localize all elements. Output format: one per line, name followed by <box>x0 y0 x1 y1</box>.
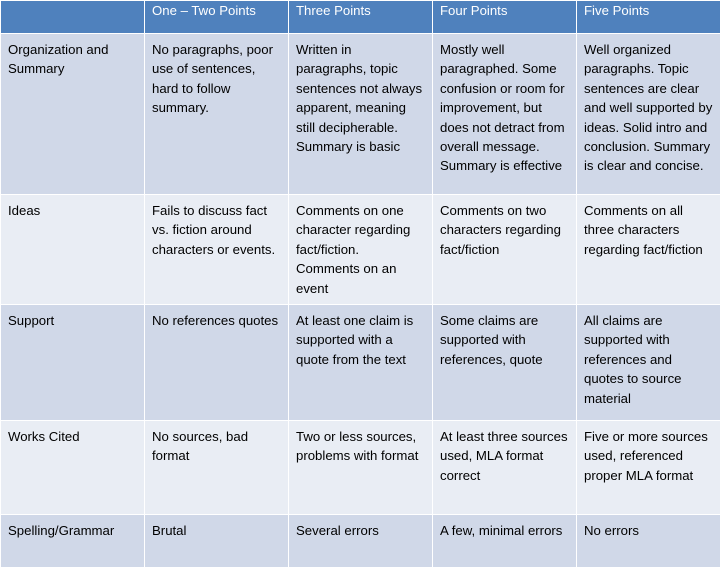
table-row <box>1 34 720 195</box>
rubric-cell: Comments on all three characters regarding fact/fiction <box>577 195 720 305</box>
rubric-cell: No errors <box>577 515 720 568</box>
criterion-cell: Works Cited <box>1 421 145 515</box>
rubric-cell: A few, minimal errors <box>433 515 577 568</box>
rubric-cell: Written in paragraphs, topic sentences not always apparent, meaning still decipherable. Summary is basic <box>289 34 433 195</box>
criterion-cell: Organization and Summary <box>1 34 145 195</box>
header-cell-one-two-points: One – Two Points <box>145 1 289 34</box>
rubric-cell: Comments on one character regarding fact/fiction. Comments on an event <box>289 195 433 305</box>
criterion-cell: Support <box>1 305 145 421</box>
rubric-cell: No sources, bad format <box>145 421 289 515</box>
rubric-cell: At least one claim is supported with a quote from the text <box>289 305 433 421</box>
header-cell-five-points: Five Points <box>577 1 720 34</box>
rubric-cell: Comments on two characters regarding fact/fiction <box>433 195 577 305</box>
rubric-cell: Some claims are supported with references, quote <box>433 305 577 421</box>
rubric-cell: Fails to discuss fact vs. fiction around characters or events. <box>145 195 289 305</box>
table-row <box>1 421 720 515</box>
rubric-cell: No references quotes <box>145 305 289 421</box>
header-cell-four-points: Four Points <box>433 1 577 34</box>
rubric-cell: Mostly well paragraphed. Some confusion or room for improvement, but does not detract from overall message. Summary is effective <box>433 34 577 195</box>
header-cell-criterion <box>1 1 145 34</box>
header-cell-three-points: Three Points <box>289 1 433 34</box>
rubric-cell: At least three sources used, MLA format correct <box>433 421 577 515</box>
criterion-cell: Spelling/Grammar <box>1 515 145 568</box>
rubric-cell: Well organized paragraphs. Topic sentences are clear and well supported by ideas. Solid intro and conclusion. Summary is clear and concise. <box>577 34 720 195</box>
table-row <box>1 515 720 568</box>
rubric-cell: No paragraphs, poor use of sentences, hard to follow summary. <box>145 34 289 195</box>
rubric-cell: Five or more sources used, referenced proper MLA format <box>577 421 720 515</box>
rubric-cell: All claims are supported with references and quotes to source material <box>577 305 720 421</box>
table-row <box>1 195 720 305</box>
rubric-cell: Several errors <box>289 515 433 568</box>
rubric-cell: Two or less sources, problems with format <box>289 421 433 515</box>
header-row <box>1 1 720 34</box>
rubric-cell: Brutal <box>145 515 289 568</box>
criterion-cell: Ideas <box>1 195 145 305</box>
table-row <box>1 305 720 421</box>
